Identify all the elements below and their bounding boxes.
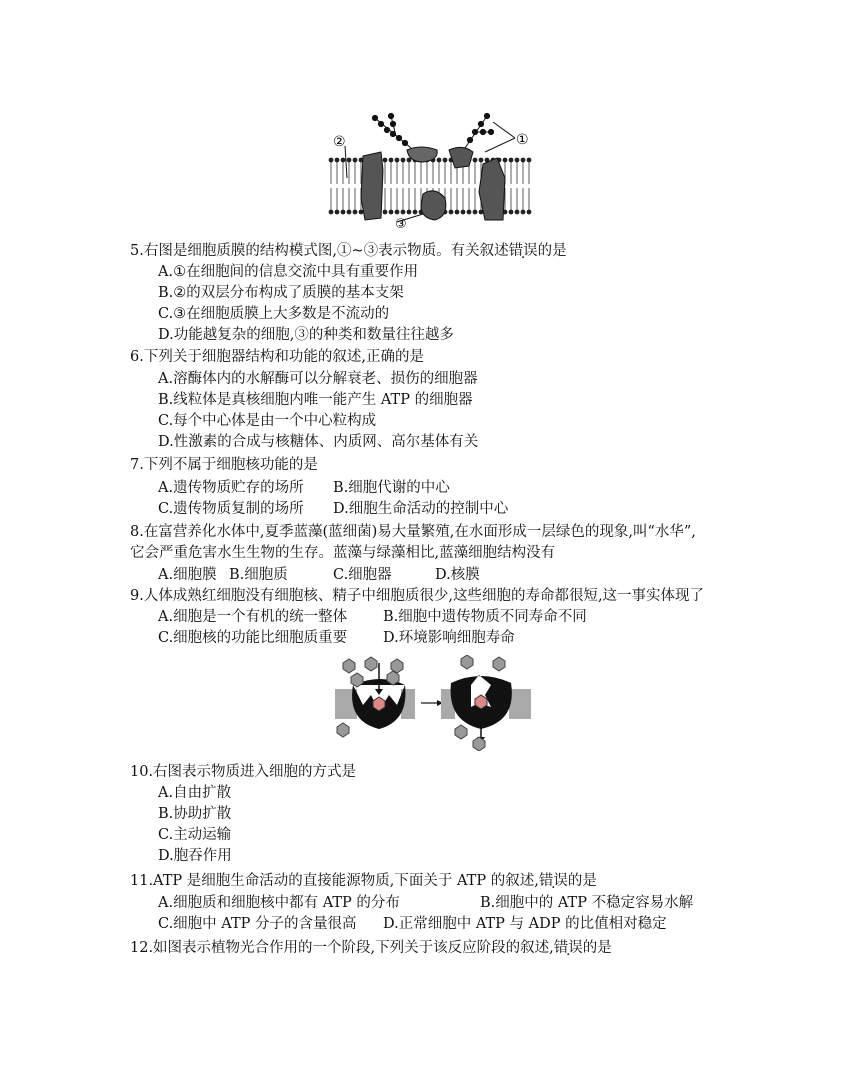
q5-option-d: D.功能越复杂的细胞,③的种类和数量往往越多 [158,327,454,343]
q5-option-a: A.①在细胞间的信息交流中具有重要作用 [158,264,419,280]
q8-option-b: B.细胞质 [229,567,288,583]
q12-stem [130,938,612,958]
sugar-chain-left [372,113,411,148]
sugar-chain-right [465,113,494,148]
q11-stem-suffix: 的是 [567,873,597,889]
q10-stem: 10.右图表示物质进入细胞的方式是 [130,764,357,780]
q7-option-a: A.遗传物质贮存的场所 [158,480,304,496]
q5-stem-emphasis: 错误 [508,243,538,259]
q10-option-a: A.自由扩散 [158,785,232,801]
membrane-figure [325,108,535,228]
label-1: ① [516,132,529,148]
q6-option-a: A.溶酶体内的水解酶可以分解衰老、损伤的细胞器 [158,371,478,387]
q11-stem-text: 11.ATP 是细胞生命活动的直接能源物质,下面关于 ATP 的叙述, [130,873,539,889]
q11-stem [130,871,597,891]
q8-option-d: D.核膜 [435,567,480,583]
glycoprotein [449,147,473,168]
q10-option-d: D.胞吞作用 [158,848,232,864]
q5-stem-suffix: 的是 [537,243,567,259]
transport-figure [333,655,533,751]
q11-option-d: D.正常细胞中 ATP 与 ADP 的比值相对稳定 [383,916,667,932]
q5-stem-text: 5.右图是细胞质膜的结构模式图,①~③表示物质。有关叙述 [130,243,509,259]
q12-stem-suffix: 的是 [582,940,612,956]
q8-stem-line1: 8.在富营养化水体中,夏季蓝藻(蓝细菌)易大量繁殖,在水面形成一层绿色的现象,叫“水华”, [130,524,696,540]
q9-stem: 9.人体成熟红细胞没有细胞核、精子中细胞质很少,这些细胞的寿命都很短,这一事实体现了 [130,588,705,604]
q11-option-b: B.细胞中的 ATP 不稳定容易水解 [480,895,694,911]
q7-option-c: C.遗传物质复制的场所 [158,501,304,517]
q6-option-d: D.性激素的合成与核糖体、内质网、高尔基体有关 [158,434,479,450]
q8-option-c: C.细胞器 [333,567,392,583]
q9-option-a: A.细胞是一个有机的统一整体 [158,609,348,625]
transmembrane-protein-right [479,158,505,220]
q11-option-a: A.细胞质和细胞核中都有 ATP 的分布 [158,895,400,911]
q6-option-b: B.线粒体是真核细胞内唯一能产生 ATP 的细胞器 [158,392,473,408]
q12-stem-emphasis: 错误 [553,940,583,956]
peripheral-protein-top [407,147,437,162]
q8-stem-line2: 它会严重危害水生生物的生存。蓝藻与绿藻相比,蓝藻细胞结构没有 [130,545,556,561]
q5-option-c: C.③在细胞质膜上大多数是不流动的 [158,306,390,322]
label-2: ② [333,134,346,150]
q7-option-d: D.细胞生命活动的控制中心 [333,501,509,517]
label-3: ③ [395,217,407,228]
q10-option-c: C.主动运输 [158,827,232,843]
q9-option-c: C.细胞核的功能比细胞质重要 [158,630,348,646]
q7-stem: 7.下列不属于细胞核功能的是 [130,457,318,473]
q10-option-b: B.协助扩散 [158,806,232,822]
q11-stem-emphasis: 错误 [538,873,568,889]
q9-option-d: D.环境影响细胞寿命 [383,630,515,646]
q12-stem-text: 12.如图表示植物光合作用的一个阶段,下列关于该反应阶段的叙述, [130,940,554,956]
q11-option-c: C.细胞中 ATP 分子的含量很高 [158,916,357,932]
q8-option-a: A.细胞膜 [158,567,217,583]
embedded-protein-bottom [421,191,446,220]
q5-option-b: B.②的双层分布构成了质膜的基本支架 [158,285,404,301]
q6-option-c: C.每个中心体是由一个中心粒构成 [158,413,377,429]
q9-option-b: B.细胞中遗传物质不同寿命不同 [383,609,587,625]
q5-stem [130,241,567,261]
q6-stem: 6.下列关于细胞器结构和功能的叙述,正确的是 [130,349,424,365]
q7-option-b: B.细胞代谢的中心 [333,480,450,496]
transmembrane-protein-left [361,152,383,220]
